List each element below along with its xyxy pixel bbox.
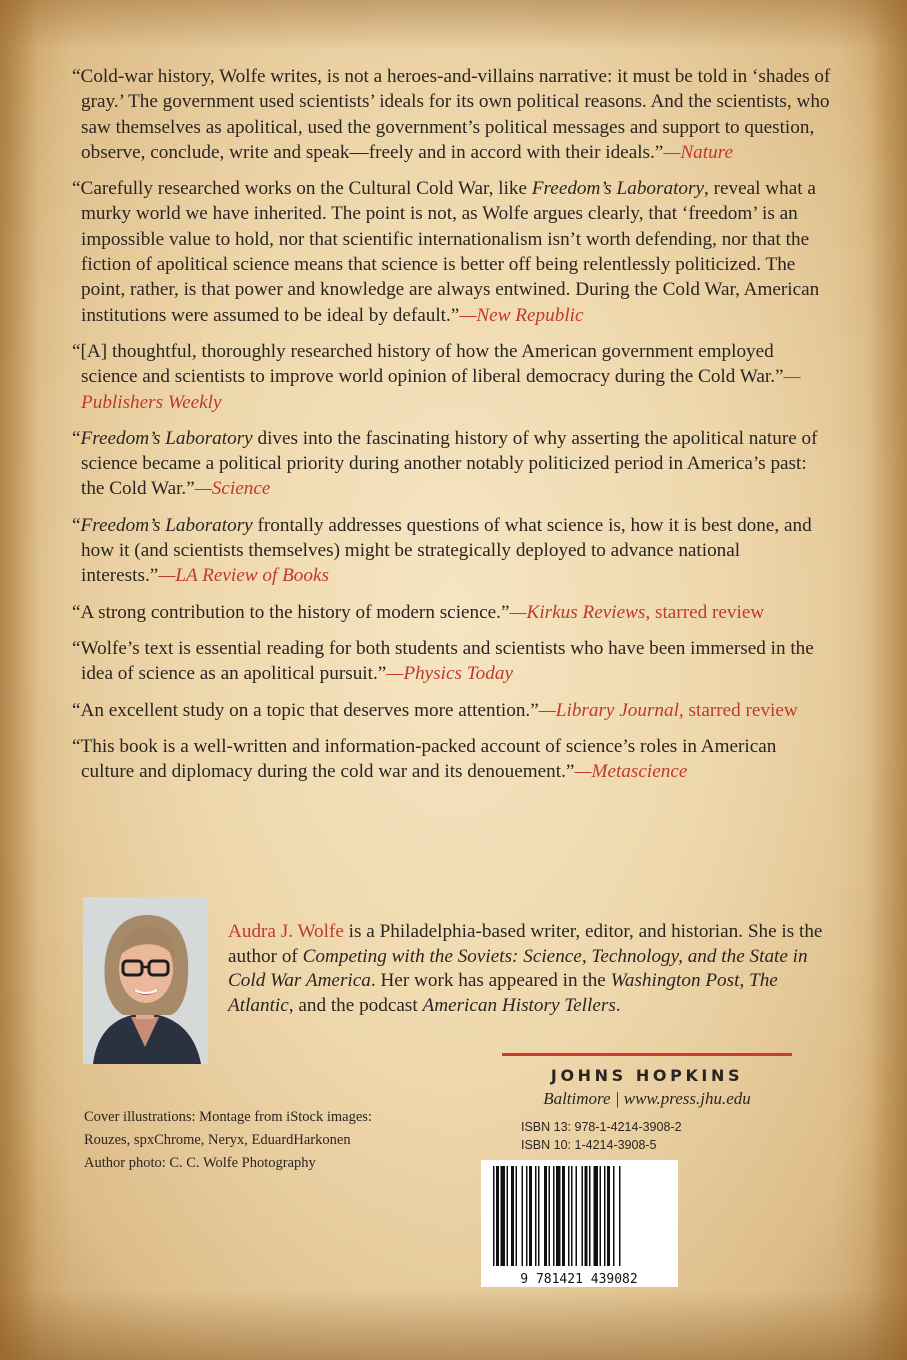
barcode-bar bbox=[585, 1166, 588, 1266]
barcode-bar bbox=[544, 1166, 547, 1266]
barcode-bar bbox=[576, 1166, 578, 1266]
blurb-new-republic: “Carefully researched works on the Cultural Cold War, like Freedom’s Laboratory, reveal what a murky world we have inherited. The point is not, as Wolfe argues clearly, that ‘freedom’ is an impossible value to hold, nor that scientific internationalism isn’t worth defending, nor that the fiction of apolitical science means that science is better off being relentlessly politicized. The point, rather, is that power and knowledge are always entwined. During the Cold War, American institutions were assumed to be ideal by default.”—New Republic bbox=[72, 178, 820, 326]
barcode-bar bbox=[613, 1166, 615, 1266]
book-title: Freedom’s Laboratory bbox=[80, 427, 253, 449]
isbn-block bbox=[521, 1118, 682, 1154]
blurb-physics-today: “Wolfe’s text is essential reading for both students and scientists who have been immersed in the idea of science as an apolitical pursuit.”—Physics Today bbox=[72, 637, 814, 685]
barcode-bar bbox=[535, 1166, 537, 1266]
credits-line: Cover illustrations: Montage from iStock images: bbox=[84, 1109, 372, 1125]
barcode-bar bbox=[594, 1166, 599, 1266]
barcode-digits: 9 781421 439082 bbox=[520, 1272, 638, 1287]
author-bio: Audra J. Wolfe is a Philadelphia-based writer, editor, and historian. She is the author of Competing with the Soviets: Science, Technology, and the State in Cold War America. Her work has appeared in the Washington Post, The Atlantic, and the podcast American History Tellers. bbox=[228, 921, 823, 1016]
blurb-source: —Kirkus Reviews, bbox=[509, 601, 651, 623]
barcode-bar bbox=[562, 1166, 565, 1266]
author-portrait-illustration bbox=[83, 897, 208, 1064]
barcode-bar bbox=[538, 1166, 540, 1266]
author-name: Audra J. Wolfe bbox=[228, 921, 344, 942]
barcode bbox=[481, 1160, 678, 1287]
barcode-bar bbox=[553, 1166, 555, 1266]
publication-name: The Atlantic bbox=[228, 970, 778, 1016]
publication-name: Washington Post bbox=[610, 970, 740, 991]
barcode-bar bbox=[511, 1166, 514, 1266]
review-blurbs bbox=[72, 64, 832, 795]
author-book-title: Competing with the Soviets: Science, Technology, and the State in Cold War America bbox=[228, 945, 808, 991]
paper-edge-right bbox=[867, 0, 907, 1360]
barcode-bar bbox=[501, 1166, 506, 1266]
blurb-source: —Publishers Weekly bbox=[81, 366, 801, 413]
publisher-name: JOHNS HOPKINS bbox=[550, 1066, 744, 1085]
barcode-bar bbox=[507, 1166, 509, 1266]
blurb-source: —Metascience bbox=[574, 761, 688, 783]
cover-credits bbox=[84, 1106, 424, 1175]
barcode-bar bbox=[619, 1166, 621, 1266]
credits-line: Author photo: C. C. Wolfe Photography bbox=[84, 1155, 316, 1171]
blurb-library-journal: “An excellent study on a topic that deserves more attention.”—Library Journal, starred review bbox=[72, 699, 798, 721]
blurb-source: —Library Journal, bbox=[538, 699, 684, 721]
barcode-bar bbox=[496, 1166, 499, 1266]
barcode-bar bbox=[556, 1166, 561, 1266]
barcode-bar bbox=[589, 1166, 591, 1266]
blurb-source: —Physics Today bbox=[386, 663, 513, 685]
barcode-bar bbox=[607, 1166, 610, 1266]
barcode-bar bbox=[600, 1166, 602, 1266]
isbn-10: ISBN 10: 1-4214-3908-5 bbox=[521, 1138, 657, 1152]
isbn-13: ISBN 13: 978-1-4214-3908-2 bbox=[521, 1120, 682, 1134]
paper-edge-left bbox=[0, 0, 38, 1360]
barcode-bar bbox=[549, 1166, 551, 1266]
paper-edge-top bbox=[0, 0, 907, 50]
barcode-bar bbox=[516, 1166, 518, 1266]
publisher-block bbox=[502, 1053, 792, 1109]
book-title: Freedom’s Laboratory bbox=[80, 514, 253, 536]
blurb-publishers-weekly: “[A] thoughtful, thoroughly researched history of how the American government employed science and scientists to improve world opinion of liberal democracy during the Cold War.”—Publishers Weekly bbox=[72, 340, 801, 413]
barcode-bar bbox=[582, 1166, 584, 1266]
credits-line: Rouzes, spxChrome, Neryx, EduardHarkonen bbox=[84, 1132, 351, 1148]
blurb-source-note: starred review bbox=[650, 601, 765, 623]
barcode-bar bbox=[604, 1166, 606, 1266]
blurb-source: —Science bbox=[194, 478, 271, 500]
blurb-source: —Nature bbox=[663, 141, 733, 163]
barcode-graphic bbox=[481, 1160, 678, 1287]
barcode-bar bbox=[529, 1166, 532, 1266]
blurb-kirkus: “A strong contribution to the history of modern science.”—Kirkus Reviews, starred review bbox=[72, 601, 765, 623]
publisher-rule bbox=[502, 1053, 792, 1056]
paper-edge-bottom bbox=[0, 1290, 907, 1360]
book-title: Freedom’s Laboratory bbox=[531, 178, 704, 200]
blurb-la-review: “Freedom’s Laboratory frontally addresses questions of what science is, how it is best done, and how it (and scientists themselves) might be strategically deployed to advance national interests.”—LA Review of Books bbox=[72, 514, 812, 587]
blurb-metascience: “This book is a well-written and information-packed account of science’s roles in American culture and diplomacy during the cold war and its denouement.”—Metascience bbox=[72, 735, 777, 783]
blurb-source: —New Republic bbox=[459, 304, 584, 326]
publisher-location-url: Baltimore | www.press.jhu.edu bbox=[543, 1089, 751, 1108]
barcode-bar bbox=[568, 1166, 570, 1266]
barcode-bar bbox=[571, 1166, 573, 1266]
blurb-source: —LA Review of Books bbox=[158, 565, 329, 587]
blurb-source-note: starred review bbox=[683, 699, 798, 721]
blurb-science: “Freedom’s Laboratory dives into the fascinating history of why asserting the apolitical nature of science became a political priority during another notably politicized period in America’s past: the Cold War.”—Science bbox=[72, 427, 818, 500]
author-photo bbox=[83, 897, 208, 1064]
podcast-name: American History Tellers bbox=[422, 994, 616, 1016]
barcode-bar bbox=[522, 1166, 524, 1266]
barcode-bar bbox=[493, 1166, 495, 1266]
blurb-nature: “Cold-war history, Wolfe writes, is not a heroes-and-villains narrative: it must be told in ‘shades of gray.’ The government used scientists’ ideals for its own political reasons. And the scientists, who saw themselves as apolitical, used the government’s political messages and support to question, observe, conclude, write and speak—freely and in accord with their ideals.”—Nature bbox=[72, 66, 831, 163]
barcode-bar bbox=[526, 1166, 528, 1266]
